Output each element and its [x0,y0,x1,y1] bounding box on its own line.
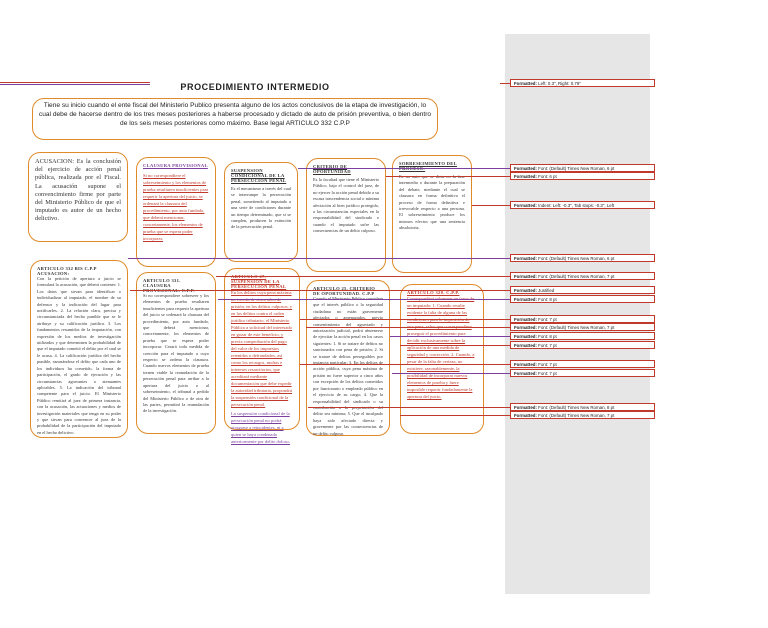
comment-label: Formatted: [514,166,537,171]
comment-value: Font: (Default) Times New Roman, 6 pt [536,256,615,261]
margin-comment-balloon[interactable] [510,332,655,340]
clausura-box [136,157,216,267]
clausura-text: Si no correspondiere el sobreseimiento y los elementos de prueba resultaren insuficientes para requerir la apertura del juicio, se ordenará la clausura del procedimiento, por auto fundado, que deberá mencionar, concretamente, los elementos de prueba que se espera poder incorporar. [143,173,209,241]
comment-label: Formatted: [514,81,537,86]
comment-label: Formatted: [514,274,537,279]
margin-comment-balloon[interactable] [510,323,655,331]
margin-comment-balloon[interactable] [510,254,655,262]
revision-connector-line [128,258,510,259]
revision-connector-line [298,168,510,169]
revision-connector-line [216,276,510,277]
comment-value: Font: 8 pt [536,334,557,339]
comment-label: Formatted: [514,174,537,179]
comment-value: Font: (Default) Times New Roman, 8 pt [536,405,615,410]
comment-label: Formatted: [514,317,537,322]
revision-connector-line [472,205,510,206]
comment-label: Formatted: [514,413,537,418]
comment-label: Formatted: [514,405,537,410]
articulo-27-heading: ARTICULO 27. SUSPENSION DE LA PERSECUCION PENAL [231,274,287,289]
comment-value: Font: (Default) Times New Roman, 7 pt [536,413,615,418]
criterio-box [306,158,386,272]
revision-connector-line [400,345,510,346]
suspension-heading: SUSPENSION CONDICIONAL DE LA PERSECUCION PENAL [231,168,287,183]
margin-comment-balloon[interactable] [510,286,655,294]
articulo-25-heading: ARTICULO 25. CRITERIO DE OPORTUNIDAD. C.P.P [313,286,376,296]
acusacion-box [28,152,128,242]
articulo-25-box [306,280,390,436]
suspension-box [224,162,298,262]
revision-connector-line [390,336,510,337]
comment-label: Formatted: [514,325,537,330]
revision-connector-line [300,319,510,320]
articulo-25-text: Cuando el Ministerio Público considere que el interés público o la seguridad ciudadana no están gravemente afectados o amenazados, previo consentimiento del agraviado y autorización judicial, podrá abstenerse de ejercitar la acción penal en los casos siguientes: 1. Si se tratare de delitos no sancionados con pena de prisión; 2. Si se tratare de delitos perseguibles por instancia particular; 3. En los delitos de acción pública, cuya pena máxima de prisión no fuere superior a cinco años con excepción de los delitos cometidos por funcionario o empleado público en el ejercicio de su cargo; 4. Que la responsabilidad del sindicado o su contribución a la perpetración del delito sea mínima; 5. Que el inculpado haya sido afectado directa y gravemente por las consecuencias de un delito culposo. [313,296,383,436]
margin-comment-balloon[interactable] [510,369,655,377]
comment-label: Formatted: [514,288,537,293]
comment-value: Font: 7 pt [536,317,557,322]
revision-connector-line [392,373,510,374]
revision-connector-line [218,299,510,300]
revision-connector-line [386,176,510,177]
markup-margin-pane [505,34,650,594]
comment-value: Font: 7 pt [536,371,557,376]
comment-label: Formatted: [514,334,537,339]
margin-comment-balloon[interactable] [510,172,655,180]
revision-connector-line [306,327,510,328]
document-title: PROCEDIMIENTO INTERMEDIO [180,82,330,92]
articulo-328-box [400,284,484,434]
comment-label: Formatted: [514,203,537,208]
comment-value: Font: 6 pt [536,174,557,179]
comment-label: Formatted: [514,297,537,302]
comment-label: Formatted: [514,256,537,261]
comment-value: Font: (Default) Times New Roman, 6 pt [536,166,615,171]
articulo-331-heading: ARTICULO 331. CLAUSURA PROVISIONAL. C.P.P. [143,278,195,293]
margin-comment-balloon[interactable] [510,79,655,87]
comment-value: Font: (Default) Times New Roman, 7 pt [536,274,615,279]
suspension-text: Es el mecanismo a través del cual se interrumpe la persecución penal, sometiendo al imputado a una serie de condiciones durante un tiempo determinado, que si se cumplen, producen la extinción de la persecución penal. [231,186,291,230]
revision-connector-line [300,364,510,365]
comment-label: Formatted: [514,371,537,376]
margin-comment-balloon[interactable] [510,403,655,411]
comment-label: Formatted: [514,362,537,367]
revision-line [0,82,150,83]
comment-value: Font: 7 pt [536,343,557,348]
criterio-heading: CRITERIO DE OPORTUNIDAD [313,164,351,174]
revision-connector-line [500,83,510,84]
revision-connector-line [130,290,510,291]
criterio-text: Es la facultad que tiene el Ministerio Público, bajo el control del juez, de no ejercer la acción penal debido a su escasa trascendencia social o mínima afectación al bien jurídico protegido, a las circunstancias especiales en la responsabilidad del sindicado o cuando el imputado sufre las consecuencias de un delito culposo. [313,177,379,234]
sobreseimiento-heading: SOBRESEIMIENTO DEL PROCESO: [399,161,458,171]
articulo-328-text: Corresponderá sobreseer en favor de un imputado: 1. Cuando resulte evidente la falta de alguna de las condiciones para la imposición de una pena, salvo que correspondiere proseguir el procedimiento para decidir exclusivamente sobre la aplicación de una medida de seguridad y corrección. 2. Cuando, a pesar de la falta de certeza, no existiere, razonablemente, la posibilidad de incorporar nuevos elementos de prueba y fuere imposible requerir fundadamente la apertura del juicio. [407,296,475,399]
margin-comment-balloon[interactable] [510,164,655,172]
comment-value: Font: (Default) Times New Roman, 7 pt [536,325,615,330]
revision-connector-line [308,407,510,408]
articulo-27-purple-text: La suspensión condicional de la persecución penal no podrá otorgarse a reincidentes, ni a quien se haya condenado anteriormente por delito doloso. [231,411,290,444]
margin-comment-balloon[interactable] [510,341,655,349]
acusacion-text: ACUSACION: Es la conclusión del ejercicio de acción penal pública, realizada por el Fiscal. La acusación supone el convencimiento firme por parte del Ministerio Público de que el imputado es autor de un hecho delictivo. [35,158,121,223]
sobreseimiento-box [392,155,472,273]
articulo-328-heading: ARTICULO 328. C.P.P. [407,290,460,295]
margin-comment-balloon[interactable] [510,272,655,280]
margin-comment-balloon[interactable] [510,201,655,209]
articulo-332-text: Con la petición de apertura a juicio se formulará la acusación, que deberá contener: 1. Los datos que sirvan para identificar o individualizar al imputado, el nombre de su defensor y la indicación del lugar para notificarles. 2. La relación clara, precisa y circunstanciada del hecho punible que se le atribuye y su calificación jurídica. 3. Los fundamentos resumidos de la imputación, con expresión de los medios de investigación utilizados y que determinen la probabilidad de que el imputado cometió el delito por el cual se le acusa. 4. La calificación jurídica del hecho punible, razonándose el delito que cada uno de los individuos ha cometido, la forma de participación, el grado de ejecución y las circunstancias agravantes o atenuantes aplicables. 5. La indicación del tribunal competente para el juicio. El Ministerio Público remitirá al juez de primera instancia, con la acusación, las actuaciones y medios de investigación materiales que tenga en su poder y que sirvan para convencer al juez de la probabilidad de la participación del imputado en el hecho delictivo. [37,276,121,435]
articulo-27-box [224,268,300,444]
articulo-27-red-text: En los delitos cuya pena máxima no exceda de cinco años de prisión, en los delitos culposos, y en los delitos contra el orden jurídico tributario, el Ministerio Público a solicitud del interesado en gozar de este beneficio, y previa comprobación del pago del valor de los impuestos retenidos o defraudados, así como los recargos, multas e intereses resarcitorios, que acreditará mediante documentación que debe expedir la autoridad tributaria, propondrá la suspensión condicional de la persecución penal. [231,290,293,407]
intro-box: Tiene su inicio cuando el ente fiscal del Ministerio Publico presenta alguno de los actos conclusivos de la etapa de investigación, lo cual debe de hacerse dentro de los tres meses posteriores a haberse procesado y dictado de auto de prisión preventiva, o bien dentro de los seis meses posteriores como máximo. Base legal ARTICULO 332 C.P.P [32,98,438,140]
comment-value: Justified [536,288,555,293]
comment-value: Font: 8 pt [536,297,557,302]
revision-line [0,84,150,85]
revision-connector-line [400,415,510,416]
comment-value: Left: 0.3", Right: 0.79" [536,81,581,86]
sobreseimiento-text: Es un auto que se dicta en la fase intermedia o durante la preparación del debate, mediante el cual se clausura en forma definitiva el proceso de forma definitiva e irrevocable respecto a una persona. El sobreseimiento produce los mismos efectos que una sentencia absolutoria. [399,174,465,231]
articulo-332-box [30,260,128,438]
articulo-331-box [136,272,216,434]
margin-comment-balloon[interactable] [510,295,655,303]
articulo-331-text: Si no correspondiere sobreseer y los elementos de prueba resultaren insuficientes para requerir la apertura del juicio se ordenará la clausura del procedimiento, por auto fundado, que deberá mencionar, concretamente, los elementos de prueba que se espera poder incorporar. Cesará toda medida de coerción para el imputado a cuyo respecto se ordena la clausura. Cuando nuevos elementos de prueba tornen viable la reanudación de la persecución penal para arribar a la apertura del juicio o al sobreseimiento, el tribunal a pedido del Ministerio Público o de otra de las partes, permitirá la reanudación de la investigación. [143,293,209,414]
clausura-heading: CLAUSURA PROVISIONAL [143,163,208,168]
articulo-332-heading: ARTICULO 332 BIS C.P.P ACUSACION: [37,266,97,276]
margin-comment-balloon[interactable] [510,360,655,368]
comment-label: Formatted: [514,343,537,348]
margin-comment-balloon[interactable] [510,315,655,323]
comment-value: Indent: Left: -0.3", Tab stops: -0.3", Left [536,203,615,208]
margin-comment-balloon[interactable] [510,411,655,419]
comment-value: Font: 7 pt [536,362,557,367]
